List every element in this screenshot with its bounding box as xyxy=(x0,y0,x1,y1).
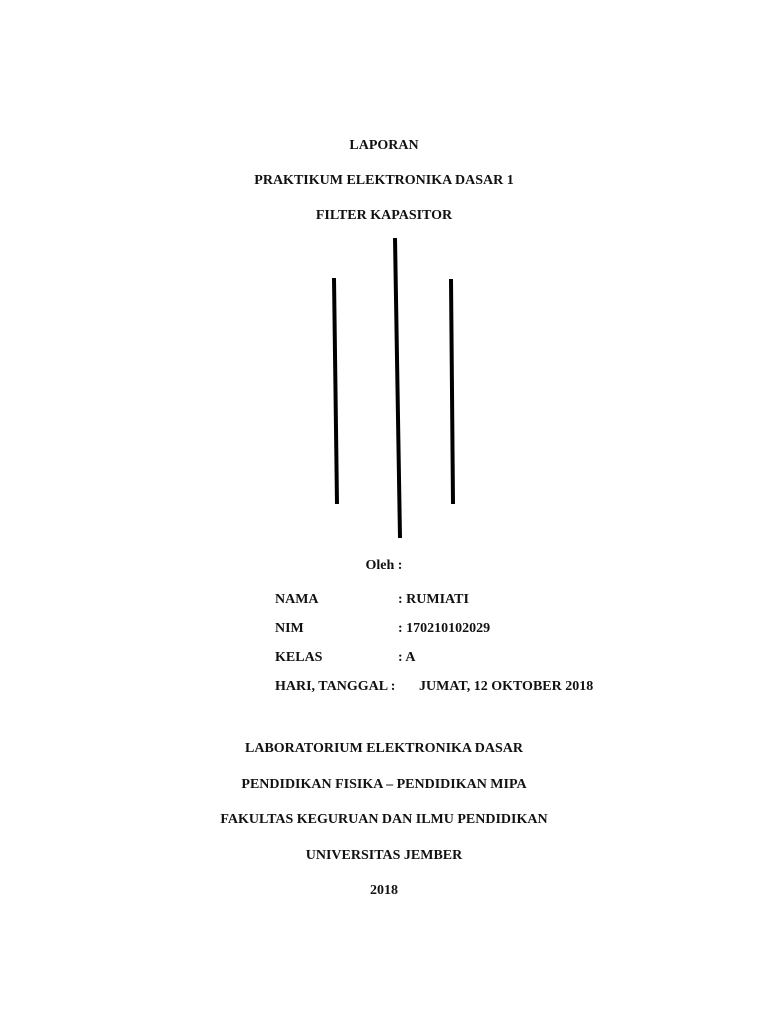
id-row-class xyxy=(275,649,416,667)
report-label: LAPORAN xyxy=(349,138,419,153)
university-name: UNIVERSITAS JEMBER xyxy=(305,848,463,863)
id-value-date: JUMAT, 12 OKTOBER 2018 xyxy=(419,679,594,694)
id-value-class: : A xyxy=(398,650,416,665)
id-row-date xyxy=(275,678,594,696)
id-value-name: : RUMIATI xyxy=(398,592,469,607)
id-value-nim: : 170210102029 xyxy=(398,621,491,636)
logo-stroke-center xyxy=(395,238,400,538)
department-name: PENDIDIKAN FISIKA – PENDIDIKAN MIPA xyxy=(241,777,527,792)
id-label-nim: NIM xyxy=(275,621,304,636)
report-year: 2018 xyxy=(370,883,398,898)
id-row-nim xyxy=(275,620,491,638)
logo-stroke-right xyxy=(451,279,453,504)
id-label-date: HARI, TANGGAL : xyxy=(275,679,396,694)
id-label-class: KELAS xyxy=(275,650,323,665)
experiment-title: FILTER KAPASITOR xyxy=(315,208,453,223)
id-label-name: NAMA xyxy=(275,592,319,607)
faculty-name: FAKULTAS KEGURUAN DAN ILMU PENDIDIKAN xyxy=(220,812,548,827)
by-label: Oleh : xyxy=(365,558,403,573)
lab-name: LABORATORIUM ELEKTRONIKA DASAR xyxy=(245,741,523,756)
logo-stroke-left xyxy=(334,278,337,504)
course-title: PRAKTIKUM ELEKTRONIKA DASAR 1 xyxy=(254,173,514,188)
id-row-name xyxy=(275,591,469,609)
